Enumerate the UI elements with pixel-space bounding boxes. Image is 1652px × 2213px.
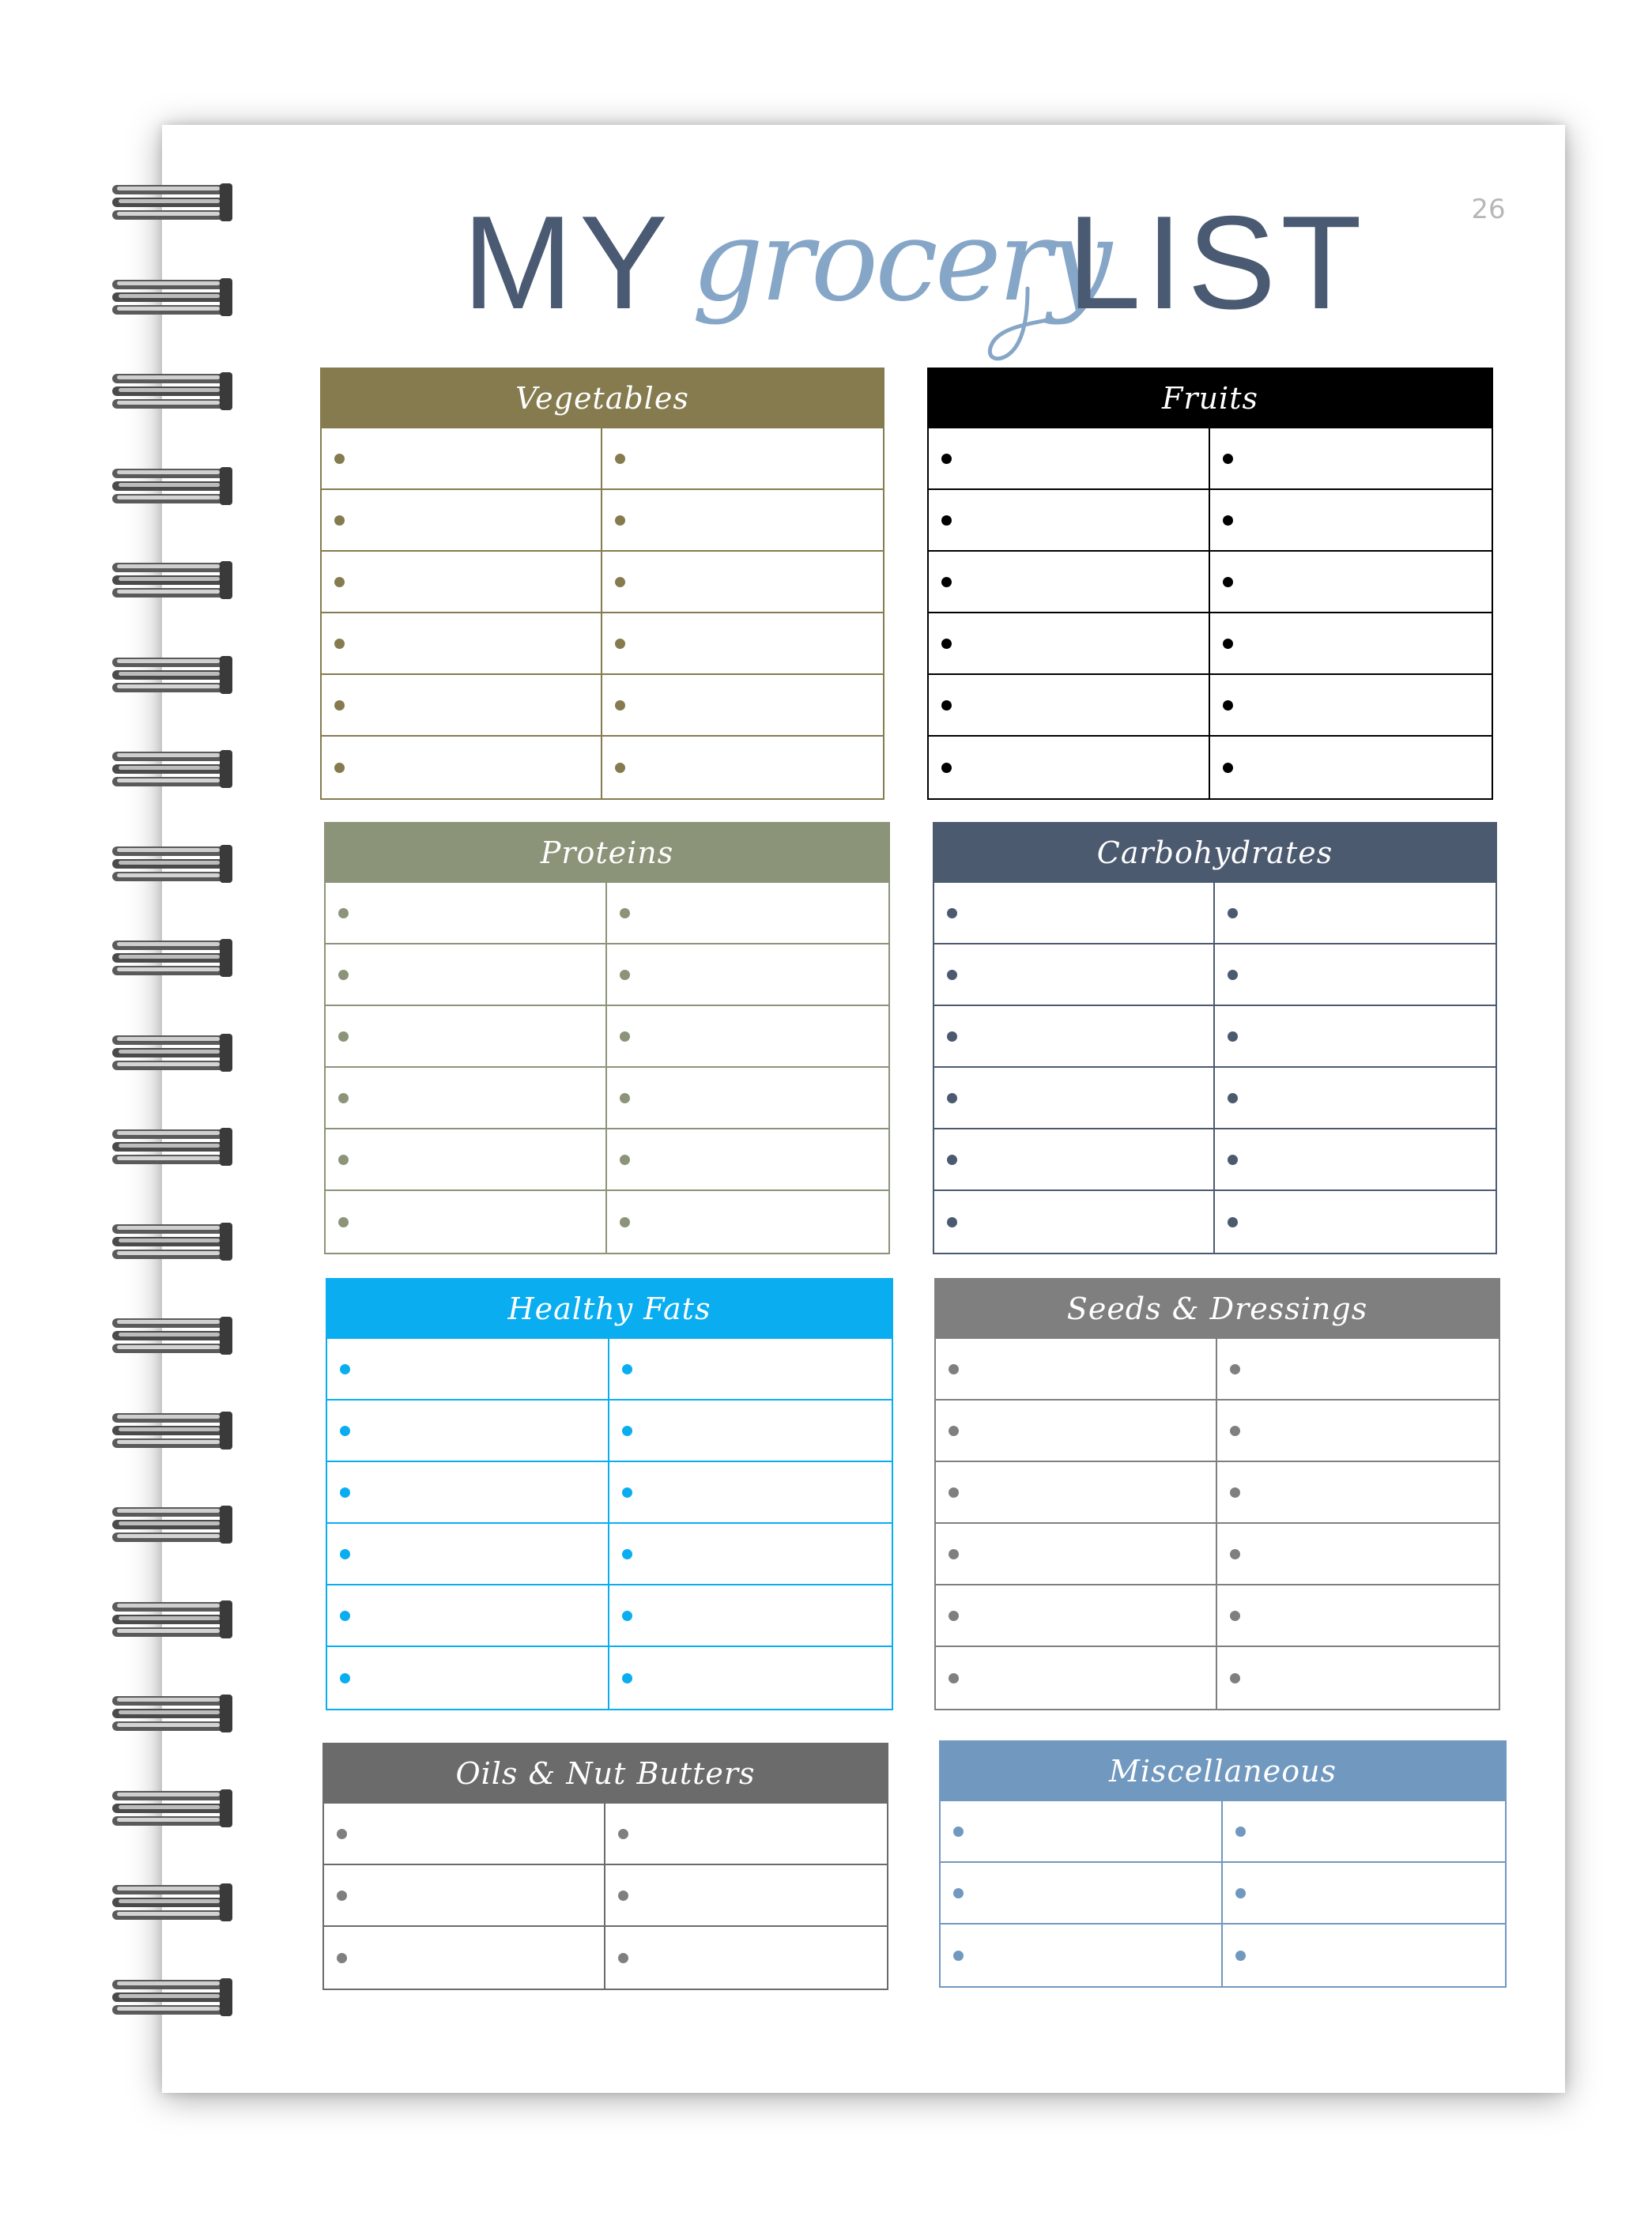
list-entry-cell[interactable] (936, 1647, 1217, 1709)
bullet-icon (1223, 454, 1233, 464)
bullet-icon (941, 639, 952, 649)
bullet-icon (947, 1093, 957, 1103)
list-entry-cell[interactable] (1215, 944, 1495, 1006)
section-healthy-fats (326, 1278, 893, 1710)
list-entry-cell[interactable] (934, 1006, 1215, 1068)
bullet-icon (949, 1364, 959, 1374)
list-entry-cell[interactable] (929, 675, 1210, 737)
list-entry-cell[interactable] (324, 1865, 605, 1927)
binding-ring-icon (111, 1882, 233, 1923)
list-entry-cell[interactable] (324, 1804, 605, 1865)
spiral-binding (111, 182, 237, 2047)
bullet-icon (620, 1217, 630, 1227)
bullet-icon (340, 1364, 350, 1374)
bullet-icon (334, 577, 345, 587)
binding-ring-icon (111, 1221, 233, 1262)
list-entry-cell[interactable] (609, 1339, 892, 1401)
section-title: Oils & Nut Butters (455, 1755, 756, 1791)
list-entry-cell[interactable] (1210, 675, 1492, 737)
list-entry-cell[interactable] (602, 737, 883, 798)
bullet-icon (1228, 1155, 1238, 1165)
bullet-icon (622, 1487, 632, 1498)
page-title (443, 182, 1391, 356)
list-entry-cell[interactable] (1217, 1401, 1499, 1462)
list-entry-cell[interactable] (929, 613, 1210, 675)
bullet-icon (620, 1093, 630, 1103)
section-header (324, 822, 890, 883)
list-entry-cell[interactable] (1217, 1462, 1499, 1524)
binding-ring-icon (111, 1315, 233, 1356)
list-entry-cell[interactable] (326, 1068, 607, 1129)
bullet-icon (337, 1829, 347, 1839)
list-entry-cell[interactable] (1210, 428, 1492, 490)
list-entry-cell[interactable] (941, 1863, 1223, 1925)
list-entry-cell[interactable] (609, 1401, 892, 1462)
binding-ring-icon (111, 748, 233, 790)
list-entry-cell[interactable] (929, 737, 1210, 798)
list-entry-cell[interactable] (1215, 1129, 1495, 1191)
list-entry-cell[interactable] (602, 552, 883, 613)
list-entry-cell[interactable] (607, 1191, 888, 1253)
list-entry-cell[interactable] (1217, 1524, 1499, 1585)
section-proteins (324, 822, 890, 1254)
bullet-icon (622, 1364, 632, 1374)
list-entry-cell[interactable] (934, 1068, 1215, 1129)
bullet-icon (338, 970, 349, 980)
list-entry-cell[interactable] (605, 1804, 887, 1865)
list-entry-cell[interactable] (326, 883, 607, 944)
section-seeds-dressings (934, 1278, 1500, 1710)
bullet-icon (1235, 1888, 1246, 1898)
list-entry-cell[interactable] (602, 428, 883, 490)
bullet-icon (941, 577, 952, 587)
list-entry-cell[interactable] (602, 675, 883, 737)
list-entry-cell[interactable] (1215, 1068, 1495, 1129)
list-entry-cell[interactable] (934, 1129, 1215, 1191)
section-grid (934, 1339, 1500, 1710)
bullet-icon (618, 1829, 628, 1839)
list-entry-cell[interactable] (936, 1462, 1217, 1524)
list-entry-cell[interactable] (322, 675, 602, 737)
list-entry-cell[interactable] (607, 1129, 888, 1191)
bullet-icon (615, 763, 625, 773)
list-entry-cell[interactable] (327, 1524, 609, 1585)
list-entry-cell[interactable] (327, 1585, 609, 1647)
section-header (927, 368, 1493, 428)
binding-ring-icon (111, 937, 233, 978)
list-entry-cell[interactable] (1217, 1339, 1499, 1401)
bullet-icon (947, 1217, 957, 1227)
section-grid (939, 1801, 1507, 1988)
list-entry-cell[interactable] (327, 1401, 609, 1462)
binding-ring-icon (111, 1126, 233, 1167)
bullet-icon (334, 700, 345, 711)
bullet-icon (947, 1155, 957, 1165)
bullet-icon (1230, 1364, 1240, 1374)
list-entry-cell[interactable] (324, 1927, 605, 1989)
list-entry-cell[interactable] (609, 1462, 892, 1524)
list-entry-cell[interactable] (1215, 1006, 1495, 1068)
binding-ring-icon (111, 560, 233, 601)
list-entry-cell[interactable] (607, 883, 888, 944)
bullet-icon (622, 1673, 632, 1683)
section-carbohydrates (933, 822, 1497, 1254)
bullet-icon (1235, 1827, 1246, 1837)
list-entry-cell[interactable] (1217, 1647, 1499, 1709)
bullet-icon (947, 1031, 957, 1042)
binding-ring-icon (111, 182, 233, 223)
bullet-icon (340, 1611, 350, 1621)
bullet-icon (337, 1953, 347, 1963)
list-entry-cell[interactable] (607, 1068, 888, 1129)
list-entry-cell[interactable] (609, 1647, 892, 1709)
list-entry-cell[interactable] (607, 944, 888, 1006)
list-entry-cell[interactable] (326, 1191, 607, 1253)
binding-ring-icon (111, 1788, 233, 1829)
bullet-icon (334, 639, 345, 649)
list-entry-cell[interactable] (1210, 613, 1492, 675)
list-entry-cell[interactable] (936, 1339, 1217, 1401)
bullet-icon (953, 1951, 964, 1961)
bullet-icon (1228, 1093, 1238, 1103)
bullet-icon (338, 1217, 349, 1227)
bullet-icon (1228, 1031, 1238, 1042)
list-entry-cell[interactable] (929, 428, 1210, 490)
bullet-icon (1223, 639, 1233, 649)
bullet-icon (622, 1426, 632, 1436)
bullet-icon (1228, 970, 1238, 980)
bullet-icon (615, 639, 625, 649)
bullet-icon (615, 454, 625, 464)
list-entry-cell[interactable] (1223, 1863, 1505, 1925)
binding-ring-icon (111, 371, 233, 412)
bullet-icon (338, 1155, 349, 1165)
title-word-my: MY (462, 188, 674, 337)
bullet-icon (1223, 700, 1233, 711)
list-entry-cell[interactable] (327, 1462, 609, 1524)
bullet-icon (953, 1888, 964, 1898)
bullet-icon (618, 1891, 628, 1901)
bullet-icon (340, 1673, 350, 1683)
list-entry-cell[interactable] (607, 1006, 888, 1068)
list-entry-cell[interactable] (322, 428, 602, 490)
bullet-icon (338, 1031, 349, 1042)
list-entry-cell[interactable] (322, 490, 602, 552)
section-title: Carbohydrates (1096, 835, 1333, 870)
bullet-icon (941, 763, 952, 773)
bullet-icon (340, 1549, 350, 1559)
title-word-script: grocery (692, 196, 1109, 326)
list-entry-cell[interactable] (1210, 552, 1492, 613)
list-entry-cell[interactable] (609, 1524, 892, 1585)
list-entry-cell[interactable] (929, 490, 1210, 552)
list-entry-cell[interactable] (327, 1647, 609, 1709)
list-entry-cell[interactable] (1210, 737, 1492, 798)
bullet-icon (338, 1093, 349, 1103)
bullet-icon (1228, 908, 1238, 918)
section-title: Proteins (540, 835, 674, 870)
bullet-icon (947, 908, 957, 918)
list-entry-cell[interactable] (605, 1927, 887, 1989)
list-entry-cell[interactable] (327, 1339, 609, 1401)
binding-ring-icon (111, 843, 233, 884)
bullet-icon (949, 1426, 959, 1436)
bullet-icon (1228, 1217, 1238, 1227)
page-number: 26 (1471, 194, 1506, 225)
section-title: Healthy Fats (507, 1291, 711, 1326)
section-title: Vegetables (515, 380, 689, 416)
bullet-icon (1223, 763, 1233, 773)
list-entry-cell[interactable] (322, 552, 602, 613)
bullet-icon (620, 1155, 630, 1165)
bullet-icon (620, 908, 630, 918)
binding-ring-icon (111, 1410, 233, 1451)
section-header (939, 1740, 1507, 1801)
bullet-icon (1230, 1673, 1240, 1683)
list-entry-cell[interactable] (934, 883, 1215, 944)
bullet-icon (620, 1031, 630, 1042)
binding-ring-icon (111, 1977, 233, 2018)
section-header (326, 1278, 893, 1339)
section-grid (326, 1339, 893, 1710)
bullet-icon (615, 700, 625, 711)
section-header (934, 1278, 1500, 1339)
list-entry-cell[interactable] (609, 1585, 892, 1647)
section-miscellaneous (939, 1740, 1507, 1988)
section-grid (324, 883, 890, 1254)
bullet-icon (615, 577, 625, 587)
bullet-icon (947, 970, 957, 980)
list-entry-cell[interactable] (941, 1801, 1223, 1863)
list-entry-cell[interactable] (326, 944, 607, 1006)
bullet-icon (618, 1953, 628, 1963)
bullet-icon (1223, 577, 1233, 587)
section-title: Seeds & Dressings (1066, 1291, 1368, 1326)
section-vegetables (320, 368, 884, 800)
list-entry-cell[interactable] (322, 613, 602, 675)
list-entry-cell[interactable] (941, 1925, 1223, 1986)
section-title: Fruits (1162, 380, 1258, 416)
bullet-icon (620, 970, 630, 980)
list-entry-cell[interactable] (1215, 1191, 1495, 1253)
section-grid (927, 428, 1493, 800)
bullet-icon (949, 1487, 959, 1498)
binding-ring-icon (111, 654, 233, 696)
bullet-icon (1230, 1611, 1240, 1621)
script-flourish-icon (980, 285, 1067, 371)
bullet-icon (334, 515, 345, 526)
bullet-icon (338, 908, 349, 918)
list-entry-cell[interactable] (929, 552, 1210, 613)
bullet-icon (622, 1549, 632, 1559)
list-entry-cell[interactable] (326, 1129, 607, 1191)
list-entry-cell[interactable] (605, 1865, 887, 1927)
bullet-icon (334, 454, 345, 464)
list-entry-cell[interactable] (1215, 883, 1495, 944)
binding-ring-icon (111, 1032, 233, 1073)
list-entry-cell[interactable] (326, 1006, 607, 1068)
list-entry-cell[interactable] (1210, 490, 1492, 552)
binding-ring-icon (111, 1504, 233, 1545)
bullet-icon (340, 1426, 350, 1436)
bullet-icon (949, 1549, 959, 1559)
bullet-icon (1230, 1549, 1240, 1559)
bullet-icon (941, 454, 952, 464)
list-entry-cell[interactable] (936, 1585, 1217, 1647)
section-fruits (927, 368, 1493, 800)
bullet-icon (1235, 1951, 1246, 1961)
list-entry-cell[interactable] (602, 490, 883, 552)
list-entry-cell[interactable] (934, 944, 1215, 1006)
section-grid (933, 883, 1497, 1254)
section-grid (320, 428, 884, 800)
section-grid (322, 1804, 888, 1990)
bullet-icon (340, 1487, 350, 1498)
list-entry-cell[interactable] (602, 613, 883, 675)
bullet-icon (334, 763, 345, 773)
title-word-list: LIST (1067, 188, 1367, 337)
bullet-icon (941, 515, 952, 526)
binding-ring-icon (111, 1693, 233, 1734)
list-entry-cell[interactable] (936, 1524, 1217, 1585)
bullet-icon (337, 1891, 347, 1901)
list-entry-cell[interactable] (1223, 1925, 1505, 1986)
bullet-icon (941, 700, 952, 711)
section-header (322, 1743, 888, 1804)
section-oils-nut-butters (322, 1743, 888, 1990)
list-entry-cell[interactable] (936, 1401, 1217, 1462)
bullet-icon (622, 1611, 632, 1621)
binding-ring-icon (111, 277, 233, 318)
binding-ring-icon (111, 1599, 233, 1640)
bullet-icon (1223, 515, 1233, 526)
bullet-icon (1230, 1487, 1240, 1498)
list-entry-cell[interactable] (1217, 1585, 1499, 1647)
list-entry-cell[interactable] (1223, 1801, 1505, 1863)
list-entry-cell[interactable] (322, 737, 602, 798)
bullet-icon (1230, 1426, 1240, 1436)
bullet-icon (615, 515, 625, 526)
section-header (933, 822, 1497, 883)
bullet-icon (949, 1611, 959, 1621)
section-title: Miscellaneous (1108, 1753, 1337, 1789)
section-header (320, 368, 884, 428)
bullet-icon (953, 1827, 964, 1837)
binding-ring-icon (111, 466, 233, 507)
bullet-icon (949, 1673, 959, 1683)
list-entry-cell[interactable] (934, 1191, 1215, 1253)
